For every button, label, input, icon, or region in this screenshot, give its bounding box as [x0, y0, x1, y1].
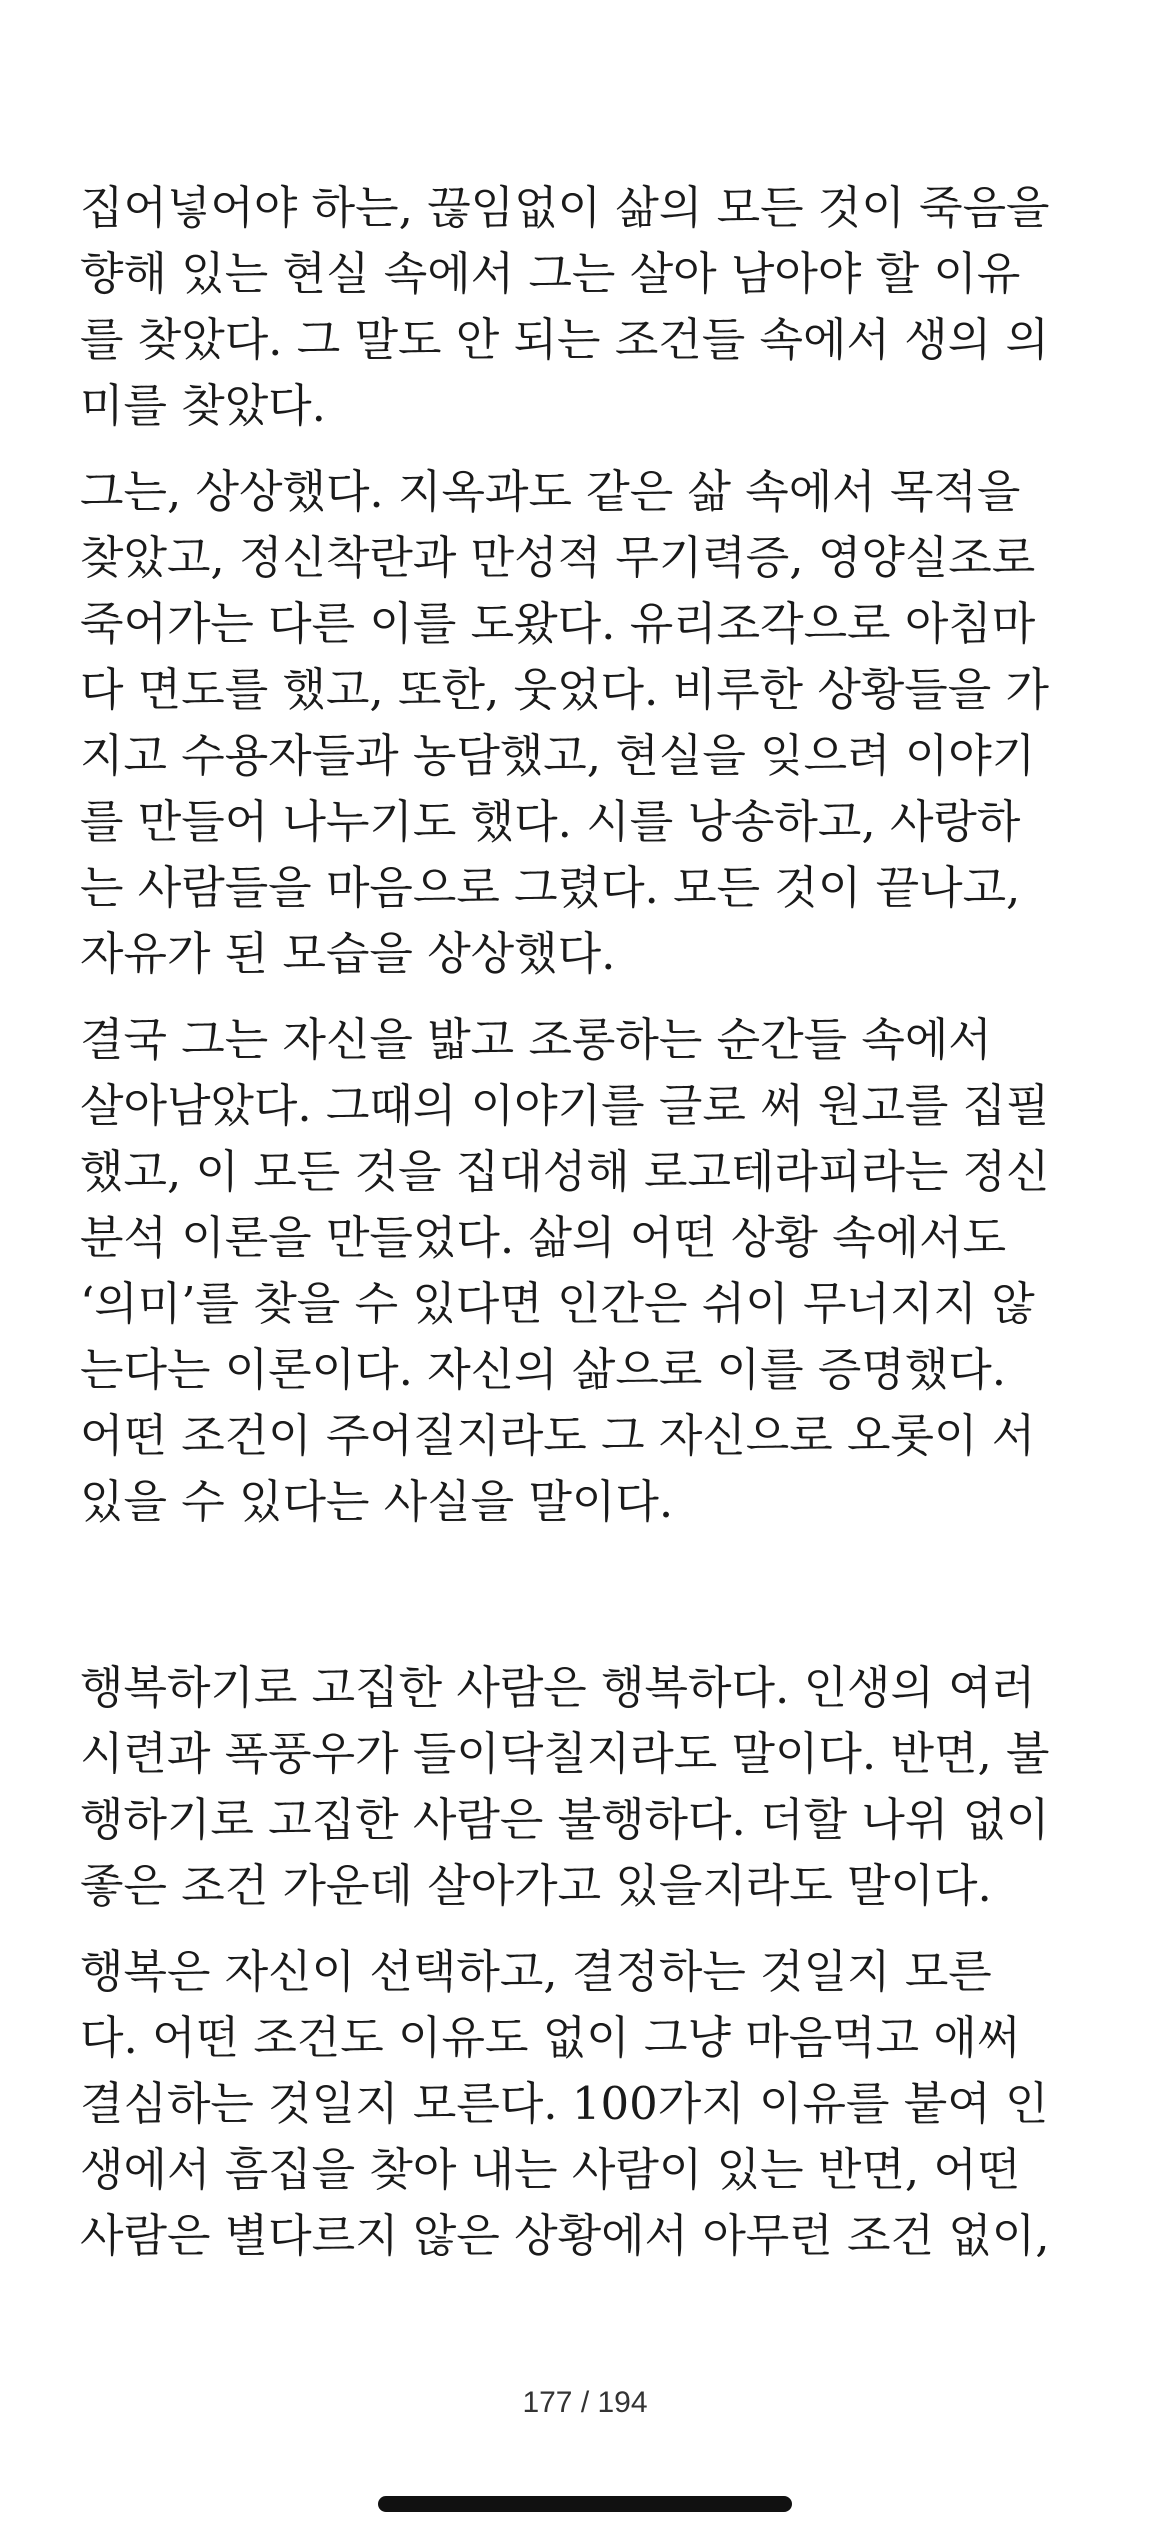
paragraph-spacer — [80, 439, 1090, 459]
paragraph-4: 행복하기로 고집한 사람은 행복하다. 인생의 여러 시련과 폭풍우가 들이닥칠지라도 말이다. 반면, 불 행하기로 고집한 사람은 불행하다. 더할 나위 없이 좋은 조건 가운데 살아가고 있을지라도 말이다. — [80, 1661, 1050, 1912]
page-indicator: 177 / 194 — [522, 2386, 648, 2419]
reader-text-area[interactable] — [80, 175, 1090, 2269]
paragraph-5: 행복은 자신이 선택하고, 결정하는 것일지 모른 다. 어떤 조건도 이유도 없이 그냥 마음먹고 애써 결심하는 것일지 모른다. 100가지 이유를 붙여 인 생에서 흠집을 찾아 내는 사람이 있는 반면, 어떤 사람은 별다르지 않은 상황에서 아무런 조건 없이, — [80, 1945, 1050, 2262]
paragraph-3: 결국 그는 자신을 밟고 조롱하는 순간들 속에서 살아남았다. 그때의 이야기를 글로 써 원고를 집필 했고, 이 모든 것을 집대성해 로고테라피라는 정신 분석 이론을 만들었다. 삶의 어떤 상황 속에서도 ‘의미’를 찾을 수 있다면 인간은 쉬이 무너지지 않 는다는 이론이다. 자신의 삶으로 이를 증명했다. 어떤 조건이 주어질지라도 그 자신으로 오롯이 서 있을 수 있다는 사실을 말이다. — [80, 1013, 1050, 1528]
home-indicator-bar[interactable] — [378, 2496, 792, 2512]
section-break — [80, 1535, 1090, 1655]
paragraph-1: 집어넣어야 하는, 끊임없이 삶의 모든 것이 죽음을 향해 있는 현실 속에서 그는 살아 남아야 할 이유 를 찾았다. 그 말도 안 되는 조건들 속에서 생의 의 미를 찾았다. — [80, 181, 1050, 432]
paragraph-2: 그는, 상상했다. 지옥과도 같은 삶 속에서 목적을 찾았고, 정신착란과 만성적 무기력증, 영양실조로 죽어가는 다른 이를 도왔다. 유리조각으로 아침마 다 면도를 했고, 또한, 웃었다. 비루한 상황들을 가 지고 수용자들과 농담했고, 현실을 잊으려 이야기 를 만들어 나누기도 했다. 시를 낭송하고, 사랑하 는 사람들을 마음으로 그렸다. 모든 것이 끝나고, 자유가 된 모습을 상상했다. — [80, 465, 1049, 980]
paragraph-spacer — [80, 987, 1090, 1007]
paragraph-spacer — [80, 1919, 1090, 1939]
